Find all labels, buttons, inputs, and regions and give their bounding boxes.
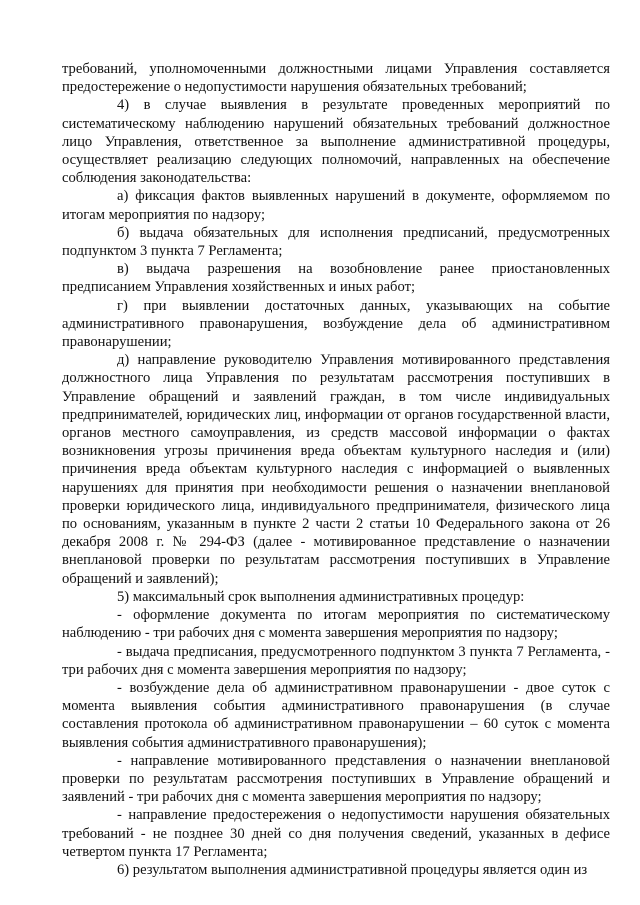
paragraph-deadline-representation: - направление мотивированного представления о назначении внеплановой проверки по результатам рассмотрения поступивших в Управление обращений и заявлений - три рабочих дня с момента завершения мероприятия по надзору;: [62, 752, 610, 806]
paragraph-subitem-v: в) выдача разрешения на возобновление ранее приостановленных предписанием Управления хозяйственных и иных работ;: [62, 261, 610, 296]
paragraph-item-6: 6) результатом выполнения административной процедуры является один из: [117, 861, 588, 878]
paragraph-deadline-order: - выдача предписания, предусмотренного подпунктом 3 пункта 7 Регламента, - три рабочих дня с момента завершения мероприятия по надзору;: [62, 643, 610, 678]
paragraph-subitem-a: а) фиксация фактов выявленных нарушений в документе, оформляемом по итогам мероприятия по надзору;: [62, 188, 610, 223]
paragraph-deadline-document: - оформление документа по итогам мероприятия по систематическому наблюдению - три рабочих дня с момента завершения мероприятия по надзору;: [62, 607, 610, 642]
paragraph-subitem-b: б) выдача обязательных для исполнения предписаний, предусмотренных подпунктом 3 пункта 7 Регламента;: [62, 224, 610, 260]
paragraph-item-4: 4) в случае выявления в результате проведенных мероприятий по систематическому наблюдению нарушений обязательных требований должностное лицо Управления, ответственное за выполнение административной процедуры, осуществляет реализацию следующих полномочий, направленных на обеспечение соблюдения законодательства:: [62, 97, 610, 187]
paragraph-deadline-warning: - направление предостережения о недопустимости нарушения обязательных требований - не позднее 30 дней со дня получения сведений, указанных в дефисе четвертом пункта 17 Регламента;: [62, 807, 610, 860]
paragraph-subitem-g: г) при выявлении достаточных данных, указывающих на событие административного правонарушения, возбуждение дела об административном правонарушении;: [62, 297, 610, 351]
paragraph-continuation: требований, уполномоченными должностными лицами Управления составляется предостережение о недопустимости нарушения обязательных требований;: [62, 61, 610, 96]
paragraph-subitem-d: д) направление руководителю Управления мотивированного представления должностного лица Управления по результатам рассмотрения поступивших в Управление обращений и заявлений граждан, в том числе индивидуальных предпринимателей, юридических лиц, информации от органов государственной власти, органов местного самоуправления, из средств массовой информации о фактах возникновения угрозы причинения вреда объектам культурного наследия и (или) причинения вреда объектам культурного наследия с информацией о выявленных нарушениях для принятия при необходимости решения о назначении внеплановой проверки юридического лица, индивидуального предпринимателя, физического лица по основаниям, указанным в пункте 2 части 2 статьи 10 Федерального закона от 26 декабря 2008 г. № 294-ФЗ (далее - мотивированное представление о назначении внеплановой проверки по результатам рассмотрения поступивших в Управление обращений и заявлений);: [62, 352, 610, 587]
paragraph-deadline-case: - возбуждение дела об административном правонарушении - двое суток с момента выявления события административного правонарушения (в случае составления протокола об административном правонарушении – 60 суток с момента выявления события административного правонарушения);: [62, 679, 610, 751]
paragraph-item-5: 5) максимальный срок выполнения административных процедур:: [117, 588, 525, 605]
